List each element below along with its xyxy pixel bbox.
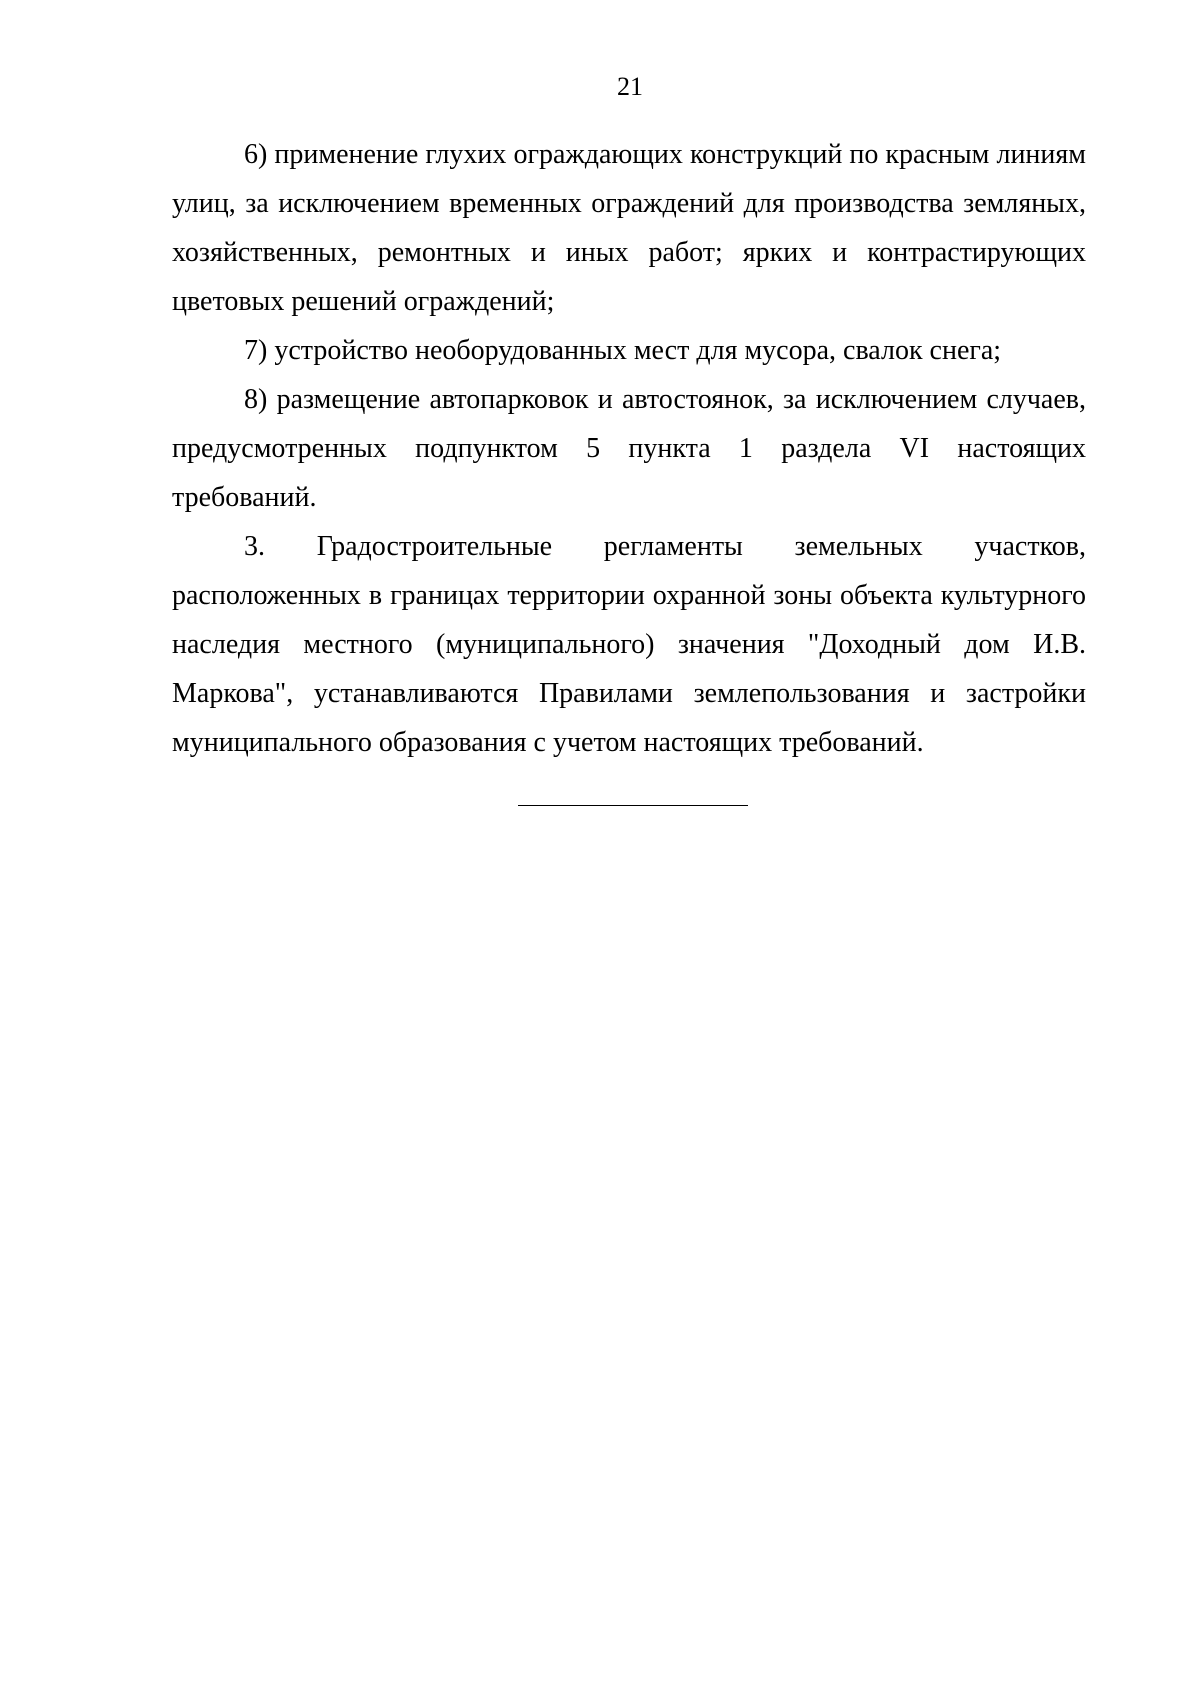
page-number: 21 xyxy=(617,72,643,101)
document-body xyxy=(172,130,1086,767)
paragraph-item-7: 7) устройство необорудованных мест для мусора, свалок снега; xyxy=(244,335,1002,366)
paragraph-item-8: 8) размещение автопарковок и автостоянок, за исключением случаев, предусмотренных подпунктом 5 пункта 1 раздела VI настоящих требований. xyxy=(172,384,1086,513)
paragraph-section-3: 3. Градостроительные регламенты земельных участков, расположенных в границах территории охранной зоны объекта культурного наследия местного (муниципального) значения "Доходный дом И.В. Маркова", устанавливаются Правилами землепользования и застройки муниципального образования с учетом настоящих требований. xyxy=(172,531,1086,758)
paragraph-item-6: 6) применение глухих ограждающих конструкций по красным линиям улиц, за исключением временных ограждений для производства земляных, хозяйственных, ремонтных и иных работ; ярких и контрастирующих цветовых решений ограждений; xyxy=(172,139,1086,317)
end-divider-line xyxy=(518,805,748,806)
